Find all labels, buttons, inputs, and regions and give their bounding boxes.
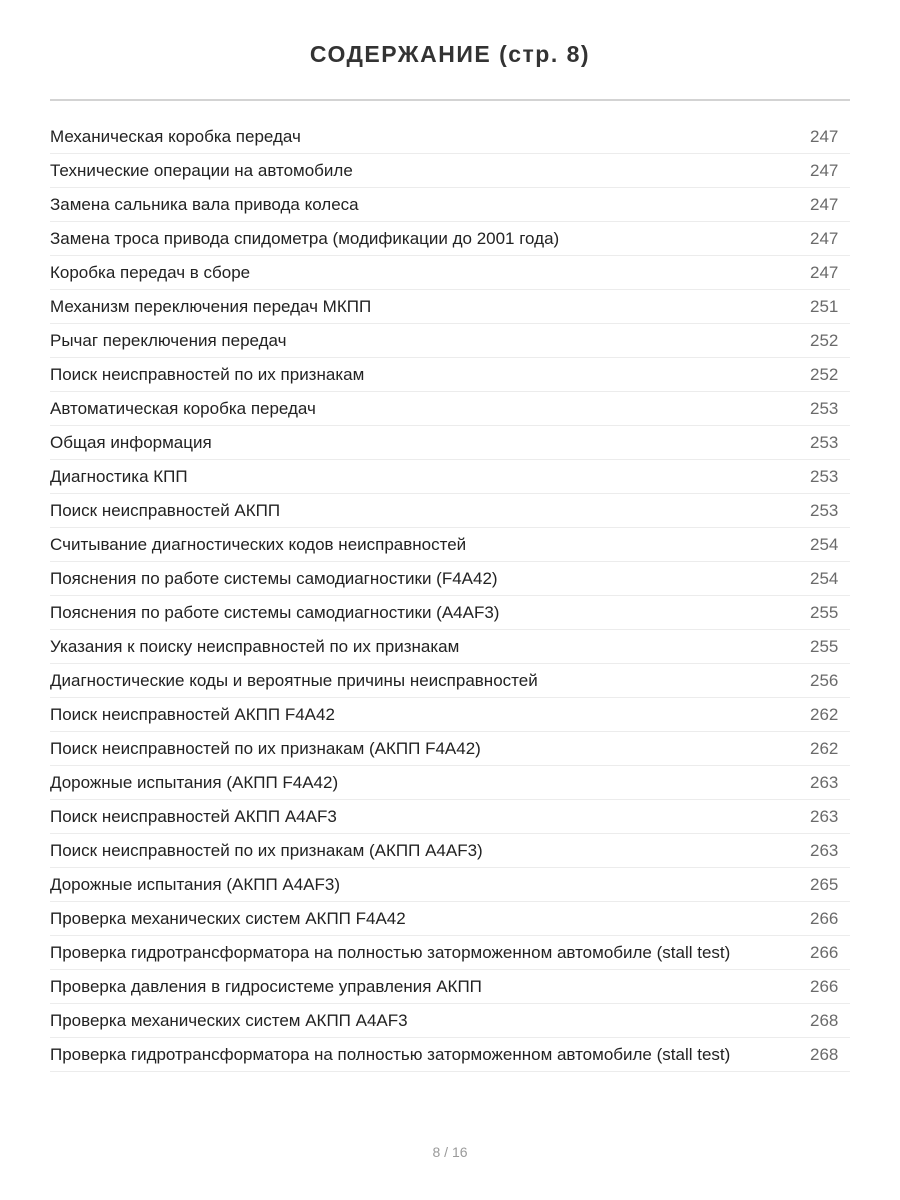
toc-entry[interactable] [50, 868, 850, 902]
toc-entry-page-number: 262 [810, 738, 839, 758]
toc-entry[interactable] [50, 120, 850, 154]
toc-entry-title: Механизм переключения передач МКПП [50, 296, 372, 316]
title-divider [50, 99, 850, 101]
toc-entry-page-number: 268 [810, 1044, 839, 1064]
toc-entry-title: Автоматическая коробка передач [50, 398, 316, 418]
toc-entry-page-number: 254 [810, 568, 839, 588]
toc-entry-title: Общая информация [50, 432, 212, 452]
toc-entry[interactable] [50, 256, 850, 290]
toc-entry-page-number: 252 [810, 364, 839, 384]
toc-entry[interactable] [50, 630, 850, 664]
toc-entry[interactable] [50, 188, 850, 222]
toc-entry[interactable] [50, 358, 850, 392]
toc-entry-title: Проверка механических систем АКПП A4AF3 [50, 1010, 408, 1030]
toc-entry-page-number: 247 [810, 228, 839, 248]
toc-entry-title: Пояснения по работе системы самодиагностики (A4AF3) [50, 602, 500, 622]
toc-entry[interactable] [50, 494, 850, 528]
toc-entry[interactable] [50, 460, 850, 494]
toc-entry-page-number: 263 [810, 840, 839, 860]
toc-entry-page-number: 255 [810, 636, 839, 656]
toc-entry-page-number: 247 [810, 126, 839, 146]
toc-entry[interactable] [50, 392, 850, 426]
toc-entry-title: Дорожные испытания (АКПП A4AF3) [50, 874, 341, 894]
toc-entry-title: Диагностика КПП [50, 466, 188, 486]
toc-entry-page-number: 247 [810, 160, 839, 180]
toc-entry-page-number: 253 [810, 432, 839, 452]
toc-entry[interactable] [50, 902, 850, 936]
toc-entry-title: Поиск неисправностей по их признакам (АКПП F4A42) [50, 738, 481, 758]
toc-entry-page-number: 247 [810, 194, 839, 214]
toc-entry-title: Проверка давления в гидросистеме управления АКПП [50, 976, 482, 996]
toc-entry-page-number: 251 [810, 296, 839, 316]
toc-entry[interactable] [50, 834, 850, 868]
toc-entry-page-number: 263 [810, 806, 839, 826]
toc-entry[interactable] [50, 936, 850, 970]
toc-entry[interactable] [50, 528, 850, 562]
toc-entry-title: Считывание диагностических кодов неисправностей [50, 534, 467, 554]
toc-entry-page-number: 266 [810, 942, 839, 962]
toc-entry[interactable] [50, 222, 850, 256]
toc-entry-page-number: 247 [810, 262, 839, 282]
toc-entry-title: Рычаг переключения передач [50, 330, 287, 350]
toc-entry-title: Поиск неисправностей АКПП F4A42 [50, 704, 335, 724]
toc-entry[interactable] [50, 698, 850, 732]
toc-entry[interactable] [50, 1004, 850, 1038]
toc-entry[interactable] [50, 1038, 850, 1072]
toc-entry[interactable] [50, 664, 850, 698]
page-title: СОДЕРЖАНИЕ (стр. 8) [309, 41, 591, 67]
toc-entry[interactable] [50, 766, 850, 800]
toc-entry-page-number: 262 [810, 704, 839, 724]
toc-entry-title: Пояснения по работе системы самодиагностики (F4A42) [50, 568, 498, 588]
toc-entry[interactable] [50, 290, 850, 324]
toc-entry-title: Диагностические коды и вероятные причины неисправностей [50, 670, 538, 690]
toc-entry-page-number: 252 [810, 330, 839, 350]
toc-entry-page-number: 256 [810, 670, 839, 690]
table-of-contents [50, 120, 850, 1072]
toc-entry-title: Указания к поиску неисправностей по их признакам [50, 636, 460, 656]
toc-entry-title: Замена троса привода спидометра (модификации до 2001 года) [50, 228, 560, 248]
toc-entry-title: Проверка гидротрансформатора на полностью заторможенном автомобиле (stall test) [50, 942, 731, 962]
toc-entry[interactable] [50, 562, 850, 596]
toc-entry-title: Поиск неисправностей АКПП A4AF3 [50, 806, 337, 826]
toc-entry[interactable] [50, 800, 850, 834]
toc-entry[interactable] [50, 154, 850, 188]
toc-entry-page-number: 253 [810, 466, 839, 486]
toc-entry-title: Поиск неисправностей по их признакам [50, 364, 365, 384]
toc-entry-title: Проверка механических систем АКПП F4A42 [50, 908, 406, 928]
toc-entry-title: Поиск неисправностей АКПП [50, 500, 281, 520]
toc-entry-page-number: 253 [810, 398, 839, 418]
toc-entry-title: Поиск неисправностей по их признакам (АКПП A4AF3) [50, 840, 483, 860]
toc-entry-title: Дорожные испытания (АКПП F4A42) [50, 772, 339, 792]
toc-entry-title: Проверка гидротрансформатора на полностью заторможенном автомобиле (stall test) [50, 1044, 731, 1064]
toc-entry-page-number: 263 [810, 772, 839, 792]
toc-entry-page-number: 266 [810, 976, 839, 996]
toc-entry-page-number: 253 [810, 500, 839, 520]
toc-entry[interactable] [50, 596, 850, 630]
toc-entry[interactable] [50, 732, 850, 766]
toc-entry-page-number: 268 [810, 1010, 839, 1030]
toc-entry-title: Коробка передач в сборе [50, 262, 251, 282]
toc-entry-page-number: 265 [810, 874, 839, 894]
toc-entry-title: Технические операции на автомобиле [50, 160, 353, 180]
toc-entry-title: Замена сальника вала привода колеса [50, 194, 359, 214]
page-indicator: 8 / 16 [432, 1144, 468, 1160]
toc-entry[interactable] [50, 324, 850, 358]
toc-entry-page-number: 266 [810, 908, 839, 928]
toc-entry-title: Механическая коробка передач [50, 126, 301, 146]
toc-entry[interactable] [50, 970, 850, 1004]
toc-entry-page-number: 255 [810, 602, 839, 622]
toc-entry-page-number: 254 [810, 534, 839, 554]
toc-entry[interactable] [50, 426, 850, 460]
